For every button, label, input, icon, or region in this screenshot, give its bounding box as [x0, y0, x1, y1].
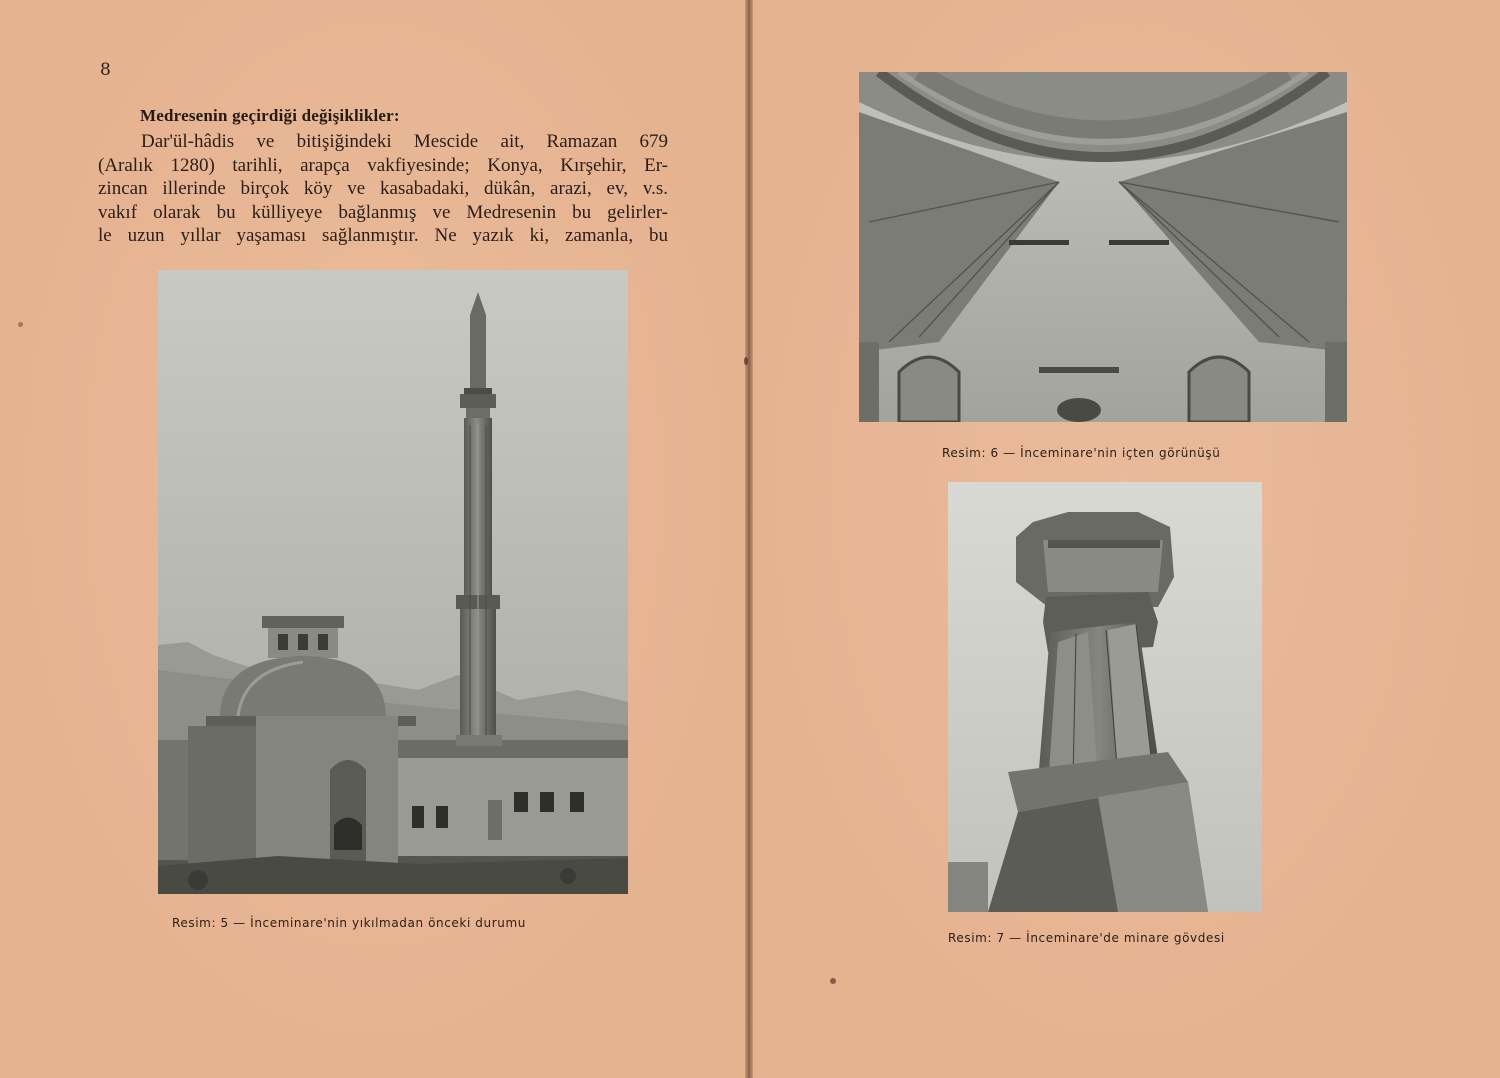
figure-5-caption: Resim: 5 — İnceminare'nin yıkılmadan önceki durumu — [172, 916, 526, 930]
paragraph-line: (Aralık 1280) tarihli, arapça vakfiyesinde; Konya, Kırşehir, Er- — [98, 154, 668, 176]
left-page — [0, 0, 748, 1078]
paper-spot — [18, 322, 23, 327]
paper-spot — [830, 978, 836, 984]
figure-6-caption: Resim: 6 — İnceminare'nin içten görünüşü — [942, 446, 1221, 460]
body-paragraph — [98, 130, 668, 248]
figure-7-minaret-body-photo — [948, 482, 1262, 912]
book-gutter — [745, 0, 753, 1078]
dome-interior-illustration — [859, 72, 1347, 422]
right-page — [748, 0, 1500, 1078]
page-number: 8 — [100, 60, 111, 80]
paragraph-line: le uzun yıllar yaşaması sağlanmıştır. Ne yazık ki, zamanla, bu — [98, 225, 668, 246]
figure-6-interior-photo — [859, 72, 1347, 422]
minaret-body-illustration — [948, 482, 1262, 912]
section-heading: Medresenin geçirdiği değişiklikler: — [140, 106, 400, 125]
paragraph-line: zincan illerinde birçok köy ve kasabadaki, dükân, arazi, ev, v.s. — [98, 178, 668, 199]
paragraph-line: vakıf olarak bu külliyeye bağlanmış ve Medresenin bu gelirler- — [98, 201, 668, 223]
figure-5-minaret-photo — [158, 270, 628, 894]
paragraph-line: Dar'ül-hâdis ve bitişiğindeki Mescide ait, Ramazan 679 — [141, 131, 668, 152]
mosque-minaret-illustration — [158, 270, 628, 894]
figure-7-caption: Resim: 7 — İnceminare'de minare gövdesi — [948, 931, 1225, 945]
